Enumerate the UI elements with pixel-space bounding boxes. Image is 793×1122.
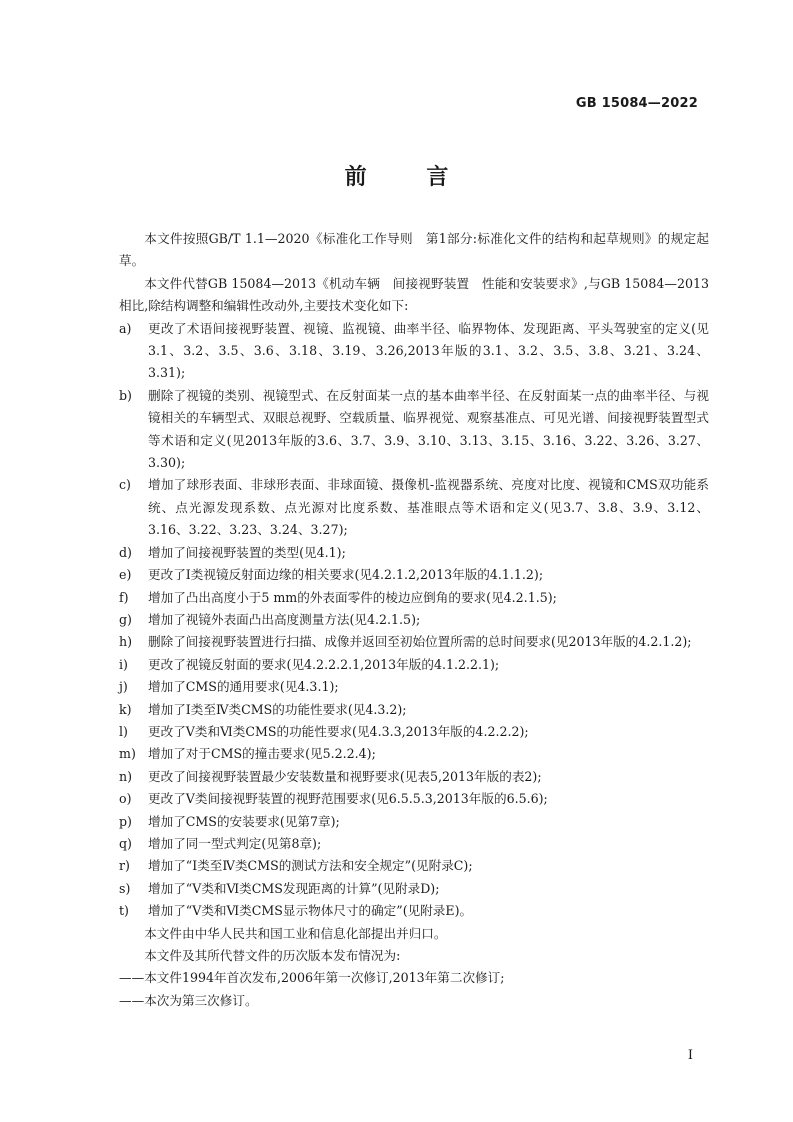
list-item-marker: k) bbox=[119, 701, 132, 717]
list-item-marker: j) bbox=[119, 679, 128, 695]
standard-number: GB 15084—2022 bbox=[575, 96, 698, 111]
list-item-marker: h) bbox=[119, 634, 133, 650]
list-item bbox=[119, 385, 709, 475]
list-item bbox=[119, 631, 709, 653]
list-item-marker: c) bbox=[119, 477, 131, 493]
technical-changes-list bbox=[119, 318, 709, 923]
list-item-marker: d) bbox=[119, 544, 132, 560]
list-item bbox=[119, 676, 709, 698]
list-item-marker: l) bbox=[119, 723, 128, 739]
list-item bbox=[119, 855, 709, 877]
list-item-text: 增加了CMS的安装要求(见第7章); bbox=[148, 813, 340, 829]
list-item-text: 增加了CMS的通用要求(见4.3.1); bbox=[148, 679, 339, 695]
list-item bbox=[119, 900, 709, 922]
list-item bbox=[119, 721, 709, 743]
list-item-marker: q) bbox=[119, 835, 132, 851]
list-item-marker: t) bbox=[119, 903, 129, 919]
list-item-text: 增加了凸出高度小于5 mm的外表面零件的棱边应倒角的要求(见4.2.1.5); bbox=[148, 589, 557, 605]
list-item bbox=[119, 542, 709, 564]
list-item-marker: m) bbox=[119, 746, 136, 762]
intro-paragraph: 本文件按照GB/T 1.1—2020《标准化工作导则 第1部分:标准化文件的结构和起草规则》的规定起草。 bbox=[119, 231, 709, 269]
replacement-paragraph: 本文件代替GB 15084—2013《机动车辆 间接视野装置 性能和安装要求》,与GB 15084—2013相比,除结构调整和编辑性改动外,主要技术变化如下: bbox=[119, 275, 709, 314]
list-item-marker: r) bbox=[119, 858, 130, 874]
list-item-marker: e) bbox=[119, 567, 132, 583]
list-item-text: 删除了视镜的类别、视镜型式、在反射面某一点的基本曲率半径、在反射面某一点的曲率半径、与视镜相关的车辆型式、双眼总视野、空载质量、临界视觉、观察基准点、可见光谱、间接视野装置型式等术语和定义(见2013年版的3.6、3.7、3.9、3.10、3.13、3.15、3.16、3.22、3.26、3.27、3.30); bbox=[148, 387, 709, 471]
list-item-text: 更改了间接视野装置最少安装数量和视野要求(见表5,2013年版的表2); bbox=[148, 768, 542, 784]
foreword-body bbox=[119, 228, 709, 1012]
list-item bbox=[119, 654, 709, 676]
list-item-marker: f) bbox=[119, 589, 129, 605]
list-item bbox=[119, 474, 709, 541]
list-item-text: 删除了间接视野装置进行扫描、成像并返回至初始位置所需的总时间要求(见2013年版的4.2.1.2); bbox=[148, 634, 692, 650]
list-item-text: 增加了“Ⅴ类和Ⅵ类CMS显示物体尺寸的确定”(见附录E)。 bbox=[148, 903, 473, 919]
list-item-marker: p) bbox=[119, 813, 132, 829]
list-item bbox=[119, 788, 709, 810]
list-item-text: 更改了Ⅴ类和Ⅵ类CMS的功能性要求(见4.3.3,2013年版的4.2.2.2); bbox=[148, 723, 529, 739]
list-item bbox=[119, 766, 709, 788]
proposer-paragraph: 本文件由中华人民共和国工业和信息化部提出并归口。 bbox=[144, 925, 447, 941]
list-item-text: 增加了球形表面、非球形表面、非球面镜、摄像机-监视器系统、亮度对比度、视镜和CMS双功能系统、点光源发现系数、点光源对比度系数、基准眼点等术语和定义(见3.7、3.8、3.9、3.12、3.16、3.22、3.23、3.24、3.27); bbox=[148, 477, 709, 538]
list-item-marker: s) bbox=[119, 880, 131, 896]
list-item bbox=[119, 587, 709, 609]
list-item bbox=[119, 318, 709, 385]
list-item-marker: g) bbox=[119, 611, 132, 627]
page-number: I bbox=[687, 1048, 693, 1063]
list-item bbox=[119, 878, 709, 900]
list-item-marker: i) bbox=[119, 656, 128, 672]
history-item: ——本次为第三次修订。 bbox=[119, 992, 258, 1008]
list-item-text: 增加了“Ⅴ类和Ⅵ类CMS发现距离的计算”(见附录D); bbox=[148, 880, 440, 896]
list-item-text: 增加了Ⅰ类至Ⅳ类CMS的功能性要求(见4.3.2); bbox=[148, 701, 407, 717]
list-item-text: 增加了对于CMS的撞击要求(见5.2.2.4); bbox=[148, 746, 376, 762]
list-item-text: 增加了视镜外表面凸出高度测量方法(见4.2.1.5); bbox=[148, 611, 421, 627]
list-item-marker: n) bbox=[119, 768, 133, 784]
list-item bbox=[119, 609, 709, 631]
list-item-marker: a) bbox=[119, 320, 132, 336]
list-item-text: 增加了间接视野装置的类型(见4.1); bbox=[148, 544, 346, 560]
list-item bbox=[119, 743, 709, 765]
list-item-text: 更改了Ⅴ类间接视野装置的视野范围要求(见6.5.5.3,2013年版的6.5.6); bbox=[148, 791, 548, 807]
history-item: ——本文件1994年首次发布,2006年第一次修订,2013年第二次修订; bbox=[119, 970, 505, 986]
page-title: 前 言 bbox=[344, 165, 475, 190]
list-item-marker: b) bbox=[119, 387, 132, 403]
list-item-text: 更改了视镜反射面的要求(见4.2.2.2.1,2013年版的4.1.2.2.1); bbox=[148, 656, 500, 672]
list-item bbox=[119, 811, 709, 833]
list-item-text: 更改了Ⅰ类视镜反射面边缘的相关要求(见4.2.1.2,2013年版的4.1.1.2); bbox=[148, 567, 544, 583]
history-paragraph: 本文件及其所代替文件的历次版本发布情况为: bbox=[144, 948, 401, 963]
list-item bbox=[119, 564, 709, 586]
list-item bbox=[119, 699, 709, 721]
list-item-marker: o) bbox=[119, 791, 132, 807]
list-item bbox=[119, 833, 709, 855]
list-item-text: 增加了同一型式判定(见第8章); bbox=[148, 835, 322, 851]
list-item-text: 增加了“Ⅰ类至Ⅳ类CMS的测试方法和安全规定”(见附录C); bbox=[148, 858, 473, 874]
list-item-text: 更改了术语间接视野装置、视镜、监视镜、曲率半径、临界物体、发现距离、平头驾驶室的定义(见3.1、3.2、3.5、3.6、3.18、3.19、3.26,2013年版的3.1、3.2、3.5、3.8、3.21、3.24、3.31); bbox=[148, 320, 709, 381]
